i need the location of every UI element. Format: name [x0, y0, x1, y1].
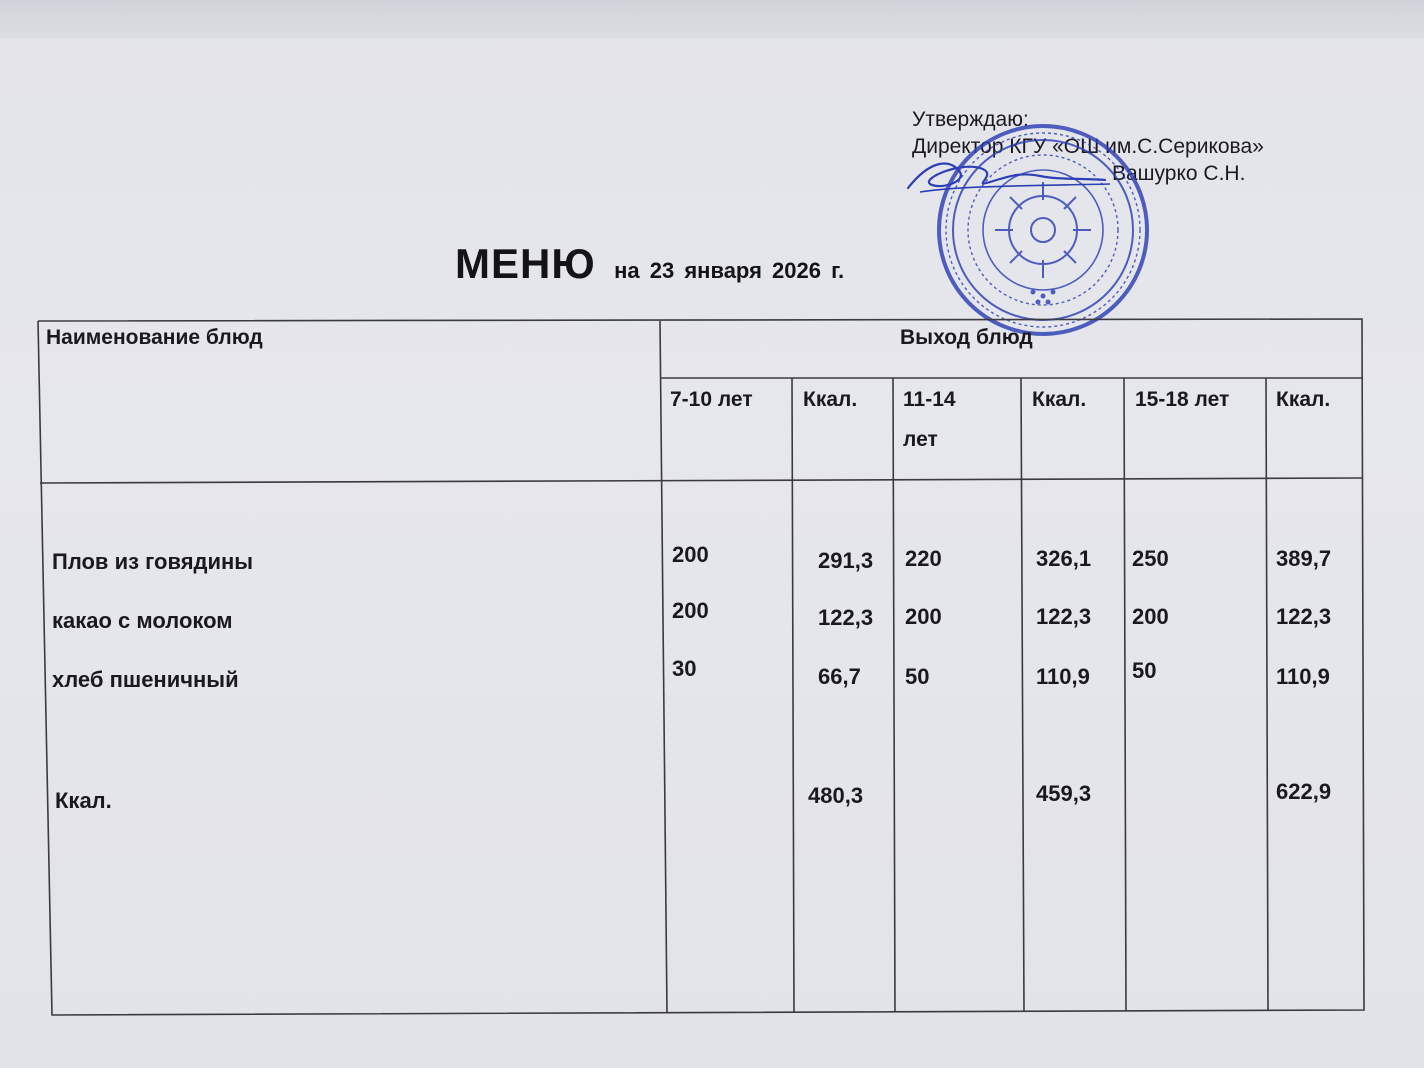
- subheader-15-18: 15-18 лет: [1135, 388, 1230, 411]
- title-date: на 23 января 2026 г.: [614, 258, 845, 283]
- kcal-15-18: 389,7: [1276, 546, 1332, 571]
- kcal-15-18: 110,9: [1276, 664, 1330, 689]
- portion-11-14: 50: [905, 664, 930, 689]
- approval-line-3: Вашурко С.Н.: [1112, 162, 1246, 185]
- portion-7-10: 30: [672, 656, 697, 681]
- subheader-kcal-1: Ккал.: [803, 388, 858, 411]
- dish-name: Плов из говядины: [52, 549, 254, 574]
- subheader-7-10: 7-10 лет: [670, 388, 753, 411]
- subheader-kcal-2: Ккал.: [1032, 388, 1087, 411]
- title-main: МЕНЮ: [455, 240, 596, 287]
- dish-name: какао с молоком: [52, 608, 233, 633]
- header-dish-name: Наименование блюд: [46, 326, 263, 349]
- kcal-11-14: 122,3: [1036, 604, 1092, 629]
- portion-15-18: 250: [1132, 546, 1169, 571]
- kcal-15-18: 122,3: [1276, 604, 1332, 629]
- approval-line-2: Директор КГУ «ОШ им.С.Серикова»: [912, 135, 1264, 158]
- kcal-11-14: 110,9: [1036, 664, 1090, 689]
- total-label: Ккал.: [55, 788, 112, 813]
- portion-11-14: 200: [905, 604, 942, 629]
- portion-11-14: 220: [905, 546, 942, 571]
- kcal-11-14: 326,1: [1036, 546, 1092, 571]
- subheader-11-14: 11-14: [903, 388, 956, 411]
- kcal-7-10: 291,3: [818, 548, 874, 573]
- total-kcal-15-18: 622,9: [1276, 779, 1332, 804]
- kcal-7-10: 66,7: [818, 664, 861, 689]
- portion-7-10: 200: [672, 542, 709, 567]
- subheader-kcal-3: Ккал.: [1276, 388, 1331, 411]
- total-kcal-7-10: 480,3: [808, 783, 864, 808]
- portion-15-18: 200: [1132, 604, 1169, 629]
- portion-7-10: 200: [672, 598, 709, 623]
- total-kcal-11-14: 459,3: [1036, 781, 1092, 806]
- kcal-7-10: 122,3: [818, 605, 874, 630]
- subheader-11-14-years: лет: [903, 428, 938, 451]
- approval-line-1: Утверждаю:: [912, 108, 1029, 131]
- portion-15-18: 50: [1132, 658, 1157, 683]
- header-output: Выход блюд: [900, 326, 1033, 349]
- dish-name: хлеб пшеничный: [52, 667, 239, 692]
